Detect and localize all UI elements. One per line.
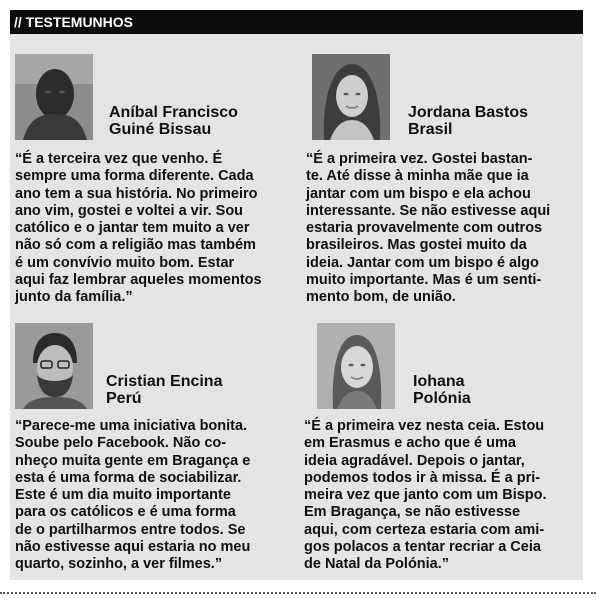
testimonial-quote (306, 151, 550, 307)
quote-line: interessante. Se não estivesse aqui (306, 202, 551, 219)
quote-line: nheço muita gente em Bragança e (15, 452, 251, 469)
quote-line: aqui, com certeza estaria com ami- (304, 521, 545, 538)
quote-line: podemos todos ir à missa. É a pri- (304, 469, 541, 486)
quote-line: Este é um dia muito importante (15, 487, 231, 504)
quote-line: jantar com um bispo e ela achou (306, 185, 531, 202)
quote-line: não só com a religião mas também (15, 237, 256, 254)
testimonial-name-block (408, 104, 528, 138)
quote-line: esta é uma forma de sociabilizar. (15, 469, 242, 486)
quote-line: católico e o jantar tem muito a ver (15, 220, 250, 237)
quote-line: muito importante. Mas é um senti- (306, 272, 542, 289)
quote-line: para os católicos e é uma forma (15, 504, 236, 521)
quote-line: brasileiros. Mas gostei muito da (306, 237, 527, 254)
quote-line: “Parece-me uma iniciativa bonita. (15, 418, 248, 434)
person-country: Polónia (413, 390, 471, 407)
testimonial-quote (15, 151, 262, 307)
person-name: Jordana Bastos (408, 104, 529, 121)
quote-line: sempre uma forma diferente. Cada (15, 168, 254, 185)
quote-line: te. Até disse à minha mãe que ia (306, 168, 529, 185)
testimonials-panel (10, 10, 583, 580)
testimonial-name-block (413, 373, 471, 407)
quote-line: “É a primeira vez. Gostei bastan- (306, 151, 533, 167)
person-name: Iohana (413, 373, 465, 390)
quote-line: ideia. Jantar com um bispo é algo (306, 254, 539, 271)
testimonial-quote (15, 418, 250, 574)
quote-line: “É a primeira vez nesta ceia. Estou (304, 418, 545, 434)
quote-line: quarto, sozinho, a ver filmes.” (15, 556, 223, 573)
testimonial-name-block (106, 373, 222, 407)
portrait-photo-iohana (317, 323, 395, 409)
dotted-divider (0, 592, 596, 594)
quote-line: não estivesse aqui estaria no meu (15, 539, 251, 556)
person-country: Perú (106, 390, 142, 407)
quote-line: é um convívio muito bom. Estar (15, 254, 235, 271)
quote-line: ano vim, gostei e voltei a vir. Sou (15, 202, 244, 219)
person-name: Aníbal Francisco (109, 104, 238, 121)
portrait-photo-jordana (312, 54, 390, 140)
portrait-photo-anibal (15, 54, 93, 140)
quote-line: ideia agradável. Depois o jantar, (304, 452, 525, 469)
quote-line: “É a terceira vez que venho. É (15, 151, 223, 167)
quote-line: Soube pelo Facebook. Não co- (15, 435, 227, 452)
quote-line: meira vez que janto com um Bispo. (304, 487, 547, 504)
quote-line: ano tem a sua história. No primeiro (15, 185, 258, 202)
quote-line: aqui faz lembrar aqueles momentos (15, 272, 262, 289)
quote-line: de Natal da Polónia.” (304, 556, 450, 573)
quote-line: junto da família.” (15, 289, 133, 306)
quote-line: mento bom, de união. (306, 289, 456, 306)
quote-line: estaria provavelmente com outros (306, 220, 543, 237)
section-header: // TESTEMUNHOS (10, 10, 583, 34)
quote-line: Em Bragança, se não estivesse (304, 504, 521, 521)
person-country: Brasil (408, 121, 453, 138)
person-name: Cristian Encina (106, 373, 223, 390)
person-country: Guiné Bissau (109, 121, 212, 138)
testimonial-quote (304, 418, 547, 574)
testimonial-name-block (109, 104, 238, 138)
quote-line: gos polacos a tentar recriar a Ceia (304, 539, 541, 556)
quote-line: em Erasmus e acho que é uma (304, 435, 516, 452)
portrait-photo-cristian (15, 323, 93, 409)
quote-line: de o partilharmos entre todos. Se (15, 521, 246, 538)
